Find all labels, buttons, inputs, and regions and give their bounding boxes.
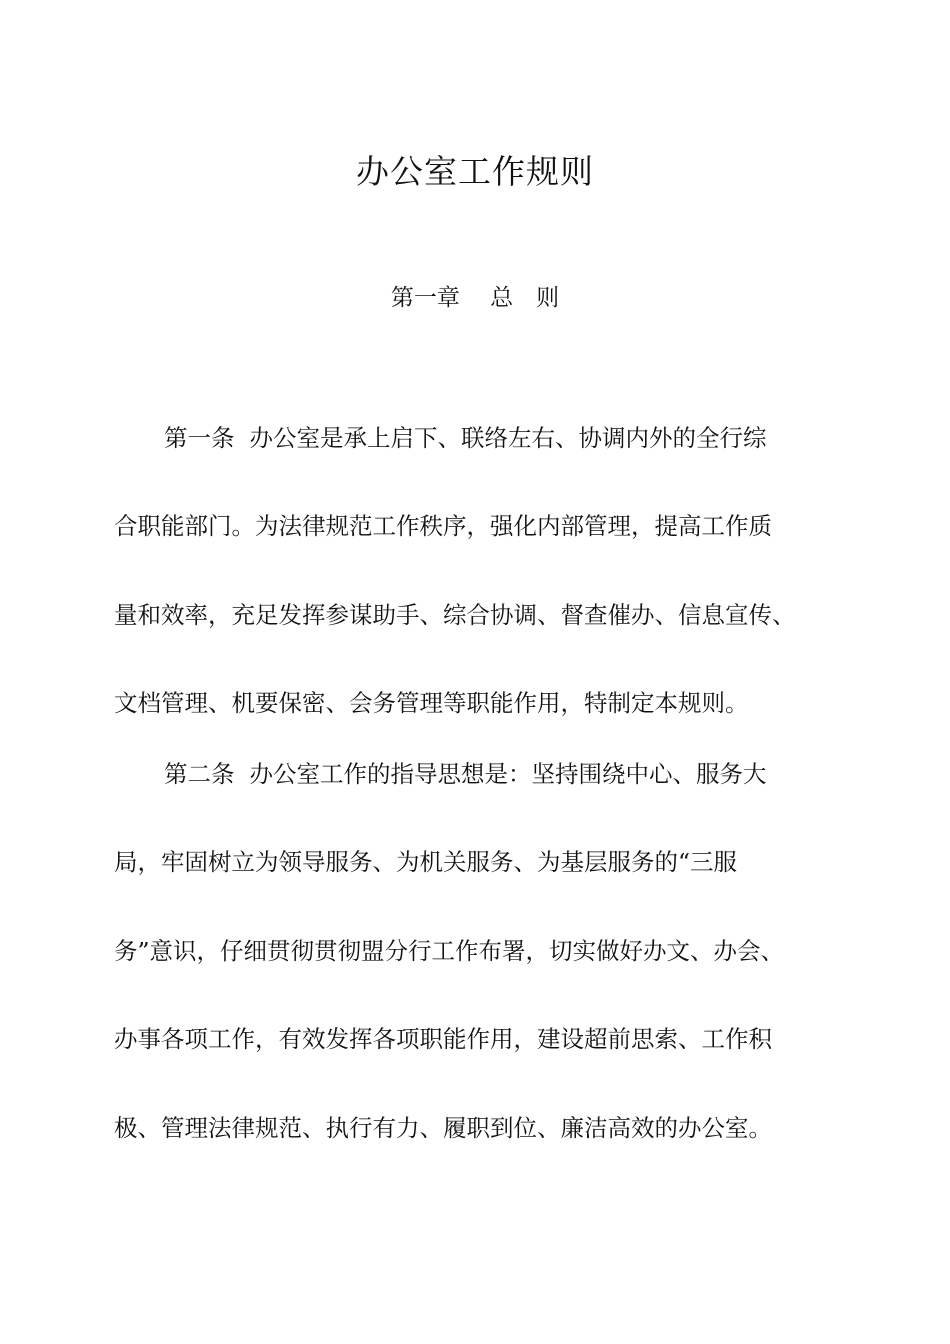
page-title: 办公室工作规则	[356, 152, 594, 192]
article-2-line-1: 第二条 办公室工作的指导思想是：坚持围绕中心、服务大	[164, 760, 767, 788]
article-1-line-4: 文档管理、机要保密、会务管理等职能作用，特制定本规则。	[114, 689, 749, 717]
article-1-line-3: 量和效率，充足发挥参谋助手、综合协调、督查催办、信息宣传、	[114, 601, 796, 629]
article-2-line-3: 务”意识，仔细贯彻贯彻盟分行工作布署，切实做好办文、办会、	[114, 937, 785, 965]
article-1-line-2: 合职能部门。为法律规范工作秩序，强化内部管理，提高工作质	[114, 512, 772, 540]
article-2-line-4: 办事各项工作，有效发挥各项职能作用，建设超前思索、工作积	[114, 1025, 772, 1053]
article-2-line-2: 局，牢固树立为领导服务、为机关服务、为基层服务的“三服	[114, 848, 738, 876]
article-1-line-1: 第一条 办公室是承上启下、联络左右、协调内外的全行综	[164, 424, 767, 452]
article-2-line-5: 极、管理法律规范、执行有力、履职到位、廉洁高效的办公室。	[114, 1114, 772, 1142]
chapter-heading: 第一章 总 则	[390, 285, 560, 311]
